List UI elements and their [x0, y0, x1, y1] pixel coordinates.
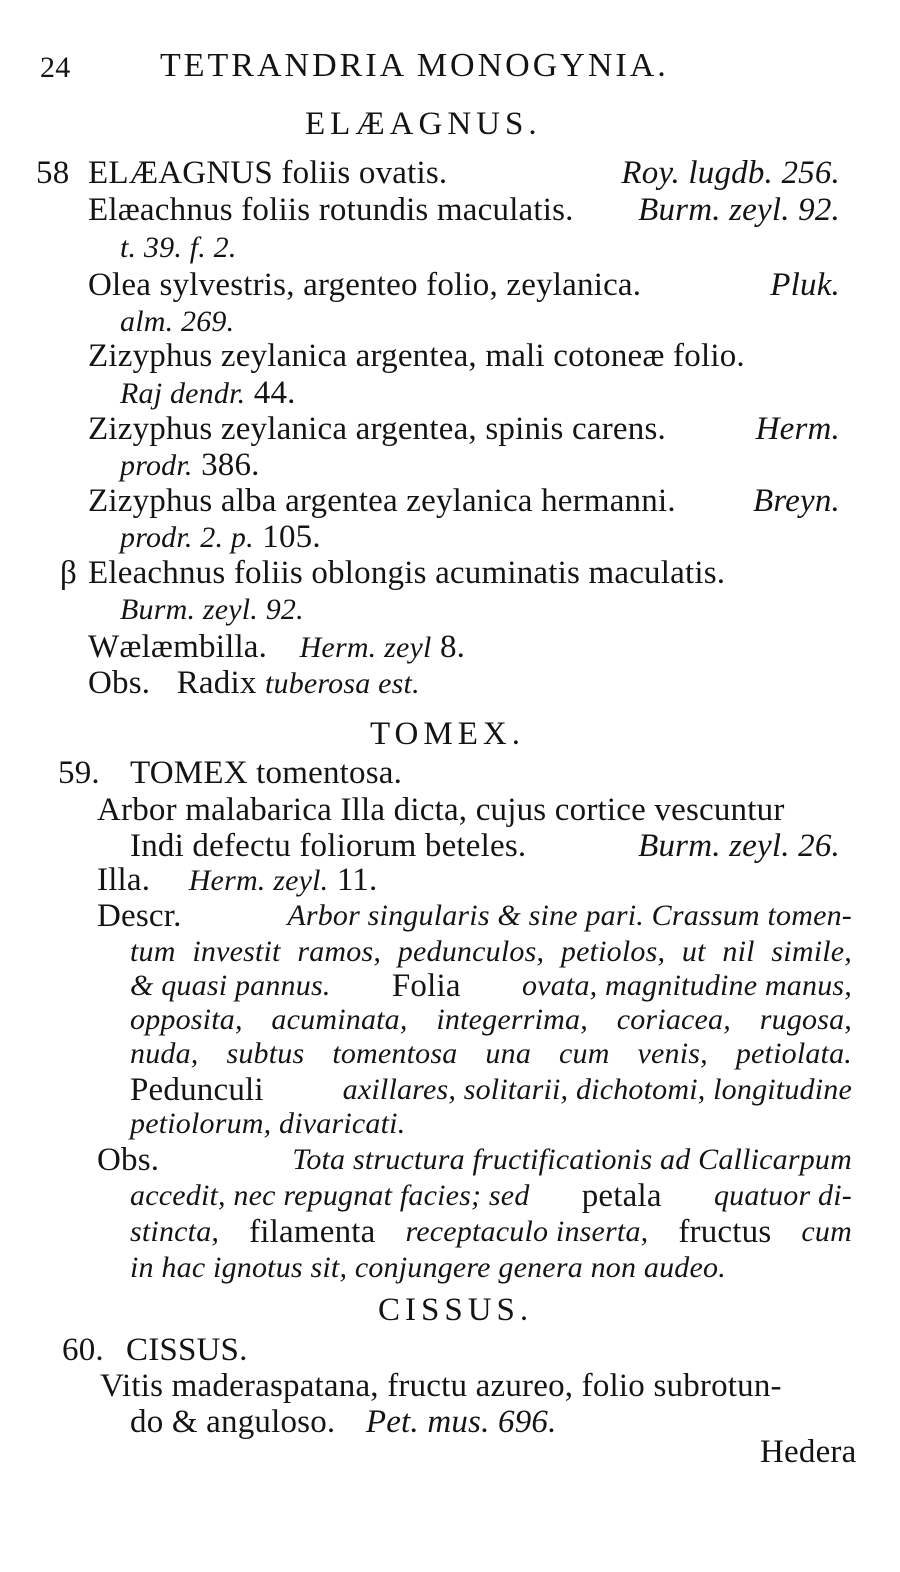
descr-label: Descr. [97, 898, 182, 934]
obs-text: petala [581, 1178, 662, 1214]
synonym-text: Zizyphus alba argentea zeylanica hermanni. [88, 483, 676, 519]
synonym-continuation [120, 445, 260, 486]
species-number: 59. [58, 755, 100, 791]
species-number: 60. [62, 1332, 104, 1368]
observation-line [130, 1212, 852, 1252]
synonym-line [100, 1366, 862, 1406]
genus-heading-cissus: CISSUS. [378, 1292, 534, 1328]
vernacular-reference: Herm. zeyl [299, 631, 432, 664]
synonym-page: 11. [336, 862, 378, 898]
variety-text: Eleachnus foliis oblongis acuminatis maculatis. [88, 555, 726, 591]
description-line [97, 896, 852, 936]
descr-text: axillares, solitarii, dichotomi, longitudine [342, 1073, 852, 1106]
synonym-line [88, 336, 840, 376]
obs-text: stincta, [130, 1215, 220, 1248]
obs-italic: tuberosa est. [264, 667, 420, 700]
obs-text: cum [801, 1215, 852, 1248]
obs-text: receptaculo inserta, [405, 1215, 649, 1248]
obs-text: Radix [176, 665, 257, 701]
running-title: TETRANDRIA MONOGYNIA. [160, 47, 669, 84]
synonym-continuation [120, 517, 321, 558]
synonym-reference: prodr. 2. p. [120, 521, 254, 554]
description-line: opposita, acuminata, integerrima, coriacea, rugosa, [130, 1003, 852, 1036]
synonym-reference: Pet. mus. 696. [365, 1404, 557, 1440]
variety-beta-mark: β [60, 555, 77, 591]
synonym-page: 386. [201, 447, 260, 483]
descr-text: ovata, magnitudine manus, [522, 969, 852, 1002]
synonym-page: 44. [253, 375, 296, 411]
synonym-text: Arbor malabarica Illa dicta, cujus cortice vescuntur [97, 792, 785, 828]
synonym-continuation [120, 373, 296, 414]
synonym-continuation: t. 39. f. 2. [120, 231, 237, 264]
observation-line: in hac ignotus sit, conjungere genera non audeo. [130, 1251, 726, 1284]
obs-text: filamenta [249, 1214, 376, 1250]
synonym-text: Indi defectu foliorum beteles. [130, 828, 527, 864]
synonym-text: do & anguloso. [130, 1404, 336, 1440]
vernacular-page: 8. [439, 629, 466, 665]
descr-text: Pedunculi [130, 1072, 264, 1108]
variety-reference: Burm. zeyl. 92. [120, 593, 304, 626]
synonym-text: Zizyphus zeylanica argentea, spinis carens. [88, 411, 666, 447]
observation-line [88, 663, 420, 704]
vernacular-name: Wælæmbilla. [88, 629, 268, 665]
synonym-reference: Raj dendr. [120, 377, 246, 410]
genus-heading-elaeagnus: ELÆAGNUS. [305, 106, 542, 142]
species-entry: TOMEX tomentosa. [130, 755, 403, 791]
synonym-reference: Burm. zeyl. 92. [638, 192, 840, 228]
synonym-reference: Breyn. [752, 483, 840, 519]
synonym-line [88, 265, 840, 305]
descr-text: Folia [391, 968, 461, 1004]
observation-line [97, 1140, 852, 1180]
synonym-text: Illa. [97, 862, 151, 898]
obs-label: Obs. [88, 665, 151, 701]
page-number: 24 [40, 51, 71, 84]
species-entry [88, 153, 840, 193]
synonym-reference: Herm. [755, 411, 840, 447]
observation-line [130, 1176, 852, 1216]
obs-text: Tota structura fructificationis ad Callicarpum [292, 1143, 852, 1176]
synonym-line [88, 481, 840, 521]
synonym-text: Vitis maderaspatana, fructu azureo, folio subrotun- [100, 1368, 782, 1404]
descr-text: & quasi pannus. [130, 969, 331, 1002]
synonym-line [97, 860, 377, 901]
description-line: nuda, subtus tomentosa una cum venis, petiolata. [130, 1037, 852, 1070]
variety-line [88, 553, 840, 593]
synonym-reference: Pluk. [770, 267, 840, 303]
synonym-reference: Burm. zeyl. 26. [638, 828, 840, 864]
synonym-text: Olea sylvestris, argenteo folio, zeylanica. [88, 267, 642, 303]
obs-text: accedit, nec repugnat facies; sed [130, 1179, 530, 1212]
obs-text: fructus [678, 1214, 772, 1250]
descr-text: Arbor singularis & sine pari. Crassum tomen- [287, 899, 852, 932]
obs-label: Obs. [97, 1142, 160, 1178]
description-line: tum investit ramos, pedunculos, petiolos, ut nil simile, [130, 935, 852, 968]
synonym-reference: prodr. [120, 449, 193, 482]
species-entry: CISSUS. [126, 1332, 248, 1368]
genus-heading-tomex: TOMEX. [370, 716, 525, 752]
synonym-text: Elæachnus foliis rotundis maculatis. [88, 192, 574, 228]
synonym-line [88, 190, 840, 230]
synonym-continuation [130, 1402, 557, 1442]
description-line: petiolorum, divaricati. [130, 1107, 406, 1140]
catchword: Hedera [760, 1434, 857, 1470]
vernacular-line [88, 627, 465, 668]
entry-reference: Roy. lugdb. 256. [621, 155, 840, 191]
synonym-text: Zizyphus zeylanica argentea, mali cotoneæ folio. [88, 338, 745, 374]
synonym-reference: Herm. zeyl. [188, 864, 329, 897]
synonym-line [88, 409, 840, 449]
synonym-line [97, 790, 852, 830]
entry-name: ELÆAGNUS foliis ovatis. [88, 155, 448, 191]
synonym-page: 105. [262, 519, 321, 555]
species-number: 58 [36, 155, 70, 191]
obs-text: quatuor di- [713, 1179, 852, 1212]
synonym-continuation: alm. 269. [120, 305, 235, 338]
